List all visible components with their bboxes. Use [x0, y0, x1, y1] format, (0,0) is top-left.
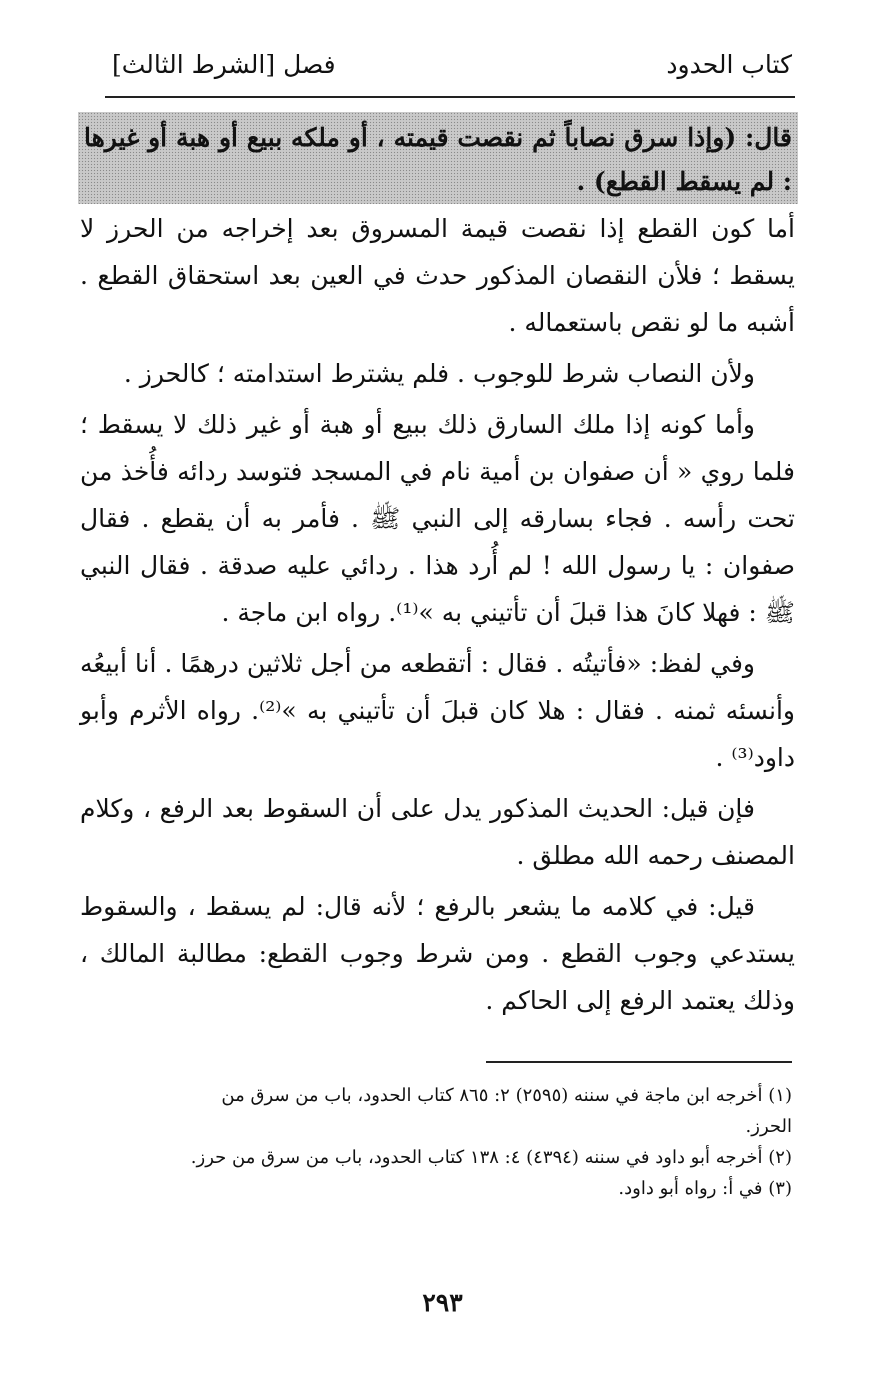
commentary-body — [80, 205, 795, 1028]
paragraph: فإن قيل: الحديث المذكور يدل على أن السقوط بعد الرفع ، وكلام المصنف رحمه الله مطلق . — [80, 794, 795, 870]
footnotes — [180, 1080, 792, 1204]
section-title: فصل [الشرط الثالث] — [112, 50, 336, 79]
footnote: (٣) في أ: رواه أبو داود. — [618, 1178, 792, 1199]
footnote-divider — [486, 1061, 792, 1063]
footnote: (١) أخرجه ابن ماجة في سننه (٢٥٩٥) ٢: ٨٦٥ كتاب الحدود، باب من سرق من الحرز. — [221, 1085, 792, 1137]
paragraph: قيل: في كلامه ما يشعر بالرفع ؛ لأنه قال: لم يسقط ، والسقوط يستدعي وجوب القطع . ومن شرط وجوب القطع: مطالبة المالك ، وذلك يعتمد الرفع إلى الحاكم . — [80, 892, 795, 1015]
footnote: (٢) أخرجه أبو داود في سننه (٤٣٩٤) ٤: ١٣٨ كتاب الحدود، باب من سرق من حرز. — [190, 1147, 792, 1168]
paragraph: ولأن النصاب شرط للوجوب . فلم يشترط استدامته ؛ كالحرز . — [123, 359, 755, 388]
matn-highlight-block — [78, 112, 798, 204]
running-header — [112, 50, 792, 90]
paragraph: وفي لفظ: «فأتيتُه . فقال : أتقطعه من أجل ثلاثين درهمًا . أنا أبيعُه وأنسئه ثمنه . فقال : هلا كان قبلَ أن تأتيني به »⁽²⁾. رواه الأثرم وأبو داود⁽³⁾ . — [80, 649, 795, 772]
header-divider — [105, 96, 795, 98]
paragraph: أما كون القطع إذا نقصت قيمة المسروق بعد إخراجه من الحرز لا يسقط ؛ فلأن النقصان المذكور حدث في العين بعد استحقاق القطع . أشبه ما لو نقص باستعماله . — [80, 214, 795, 337]
matn-text: قال: (وإذا سرق نصاباً ثم نقصت قيمته ، أو ملكه ببيع أو هبة أو غيرها : لم يسقط القطع) . — [84, 123, 792, 196]
paragraph: وأما كونه إذا ملك السارق ذلك ببيع أو هبة أو غير ذلك لا يسقط ؛ فلما روي « أن صفوان بن أمية نام في المسجد فتوسد ردائه فأُخذ من تحت رأسه . فجاء بسارقه إلى النبي ﷺ . فأمر به أن يقطع . فقال صفوان : يا رسول الله ! لم أُرد هذا . ردائي عليه صدقة . فقال النبي ﷺ : فهلا كانَ هذا قبلَ أن تأتيني به »⁽¹⁾. رواه ابن ماجة . — [80, 410, 795, 627]
page-number: ٢٩٣ — [422, 1288, 463, 1317]
book-title: كتاب الحدود — [666, 50, 792, 79]
